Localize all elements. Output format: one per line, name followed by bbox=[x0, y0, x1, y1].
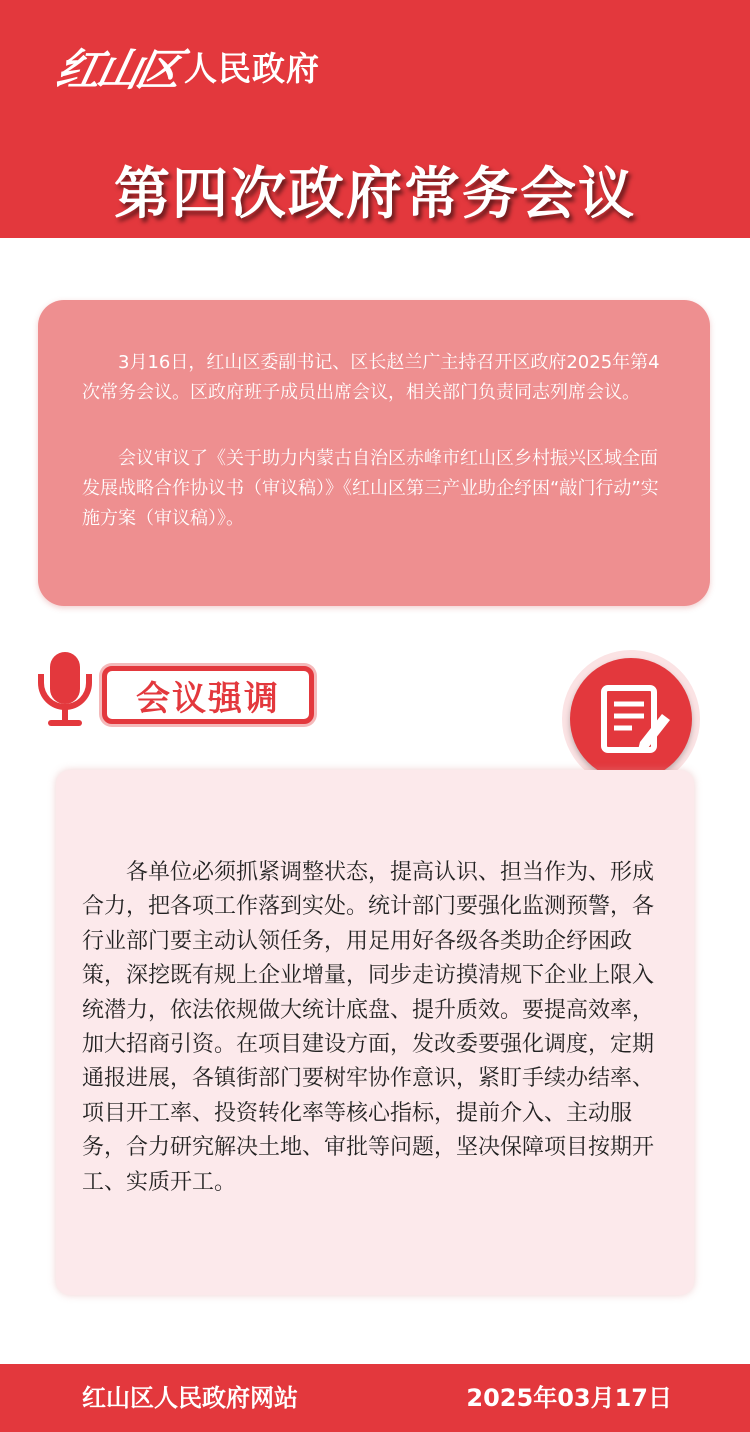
document-edit-icon bbox=[562, 650, 700, 788]
emphasis-label-box bbox=[102, 666, 314, 724]
page-title: 第四次政府常务会议 bbox=[114, 162, 636, 227]
brand-calligraphy: 红山区 bbox=[51, 45, 183, 96]
emphasis-body-text: 各单位必须抓紧调整状态，提高认识、担当作为、形成合力，把各项工作落到实处。统计部门要强化监测预警，各行业部门要主动认领任务，用足用好各级各类助企纾困政策，深挖既有规上企业增量，同步走访摸清规下企业上限入统潜力，依法依规做大统计底盘、提升质效。要提高效率，加大招商引资。在项目建设方面，发改委要强化调度，定期通报进展，各镇街部门要树牢协作意识，紧盯手续办结率、项目开工率、投资转化率等核心指标，提前介入、主动服务，合力研究解决土地、审批等问题，坚决保障项目按期开工、实质开工。 bbox=[82, 860, 655, 1195]
summary-card bbox=[38, 300, 710, 606]
emphasis-section-tab bbox=[36, 648, 326, 734]
summary-paragraph-1: 3月16日，红山区委副书记、区长赵兰广主持召开区政府2025年第4次常务会议。区政府班子成员出席会议，相关部门负责同志列席会议。 bbox=[82, 352, 660, 403]
footer-date: 2025年03月17日 bbox=[466, 1384, 672, 1412]
header-banner bbox=[0, 0, 750, 238]
brand-suffix: 人民政府 bbox=[184, 48, 320, 88]
emphasis-detail-card bbox=[56, 770, 694, 1295]
footer-bar bbox=[0, 1364, 750, 1432]
brand-logo bbox=[51, 38, 320, 96]
footer-site-name: 红山区人民政府网站 bbox=[82, 1384, 298, 1412]
emphasis-label: 会议强调 bbox=[136, 678, 280, 719]
summary-paragraph-2: 会议审议了《关于助力内蒙古自治区赤峰市红山区乡村振兴区域全面发展战略合作协议书（审议稿）》《红山区第三产业助企纾困“敲门行动”实施方案（审议稿）》。 bbox=[82, 448, 659, 529]
